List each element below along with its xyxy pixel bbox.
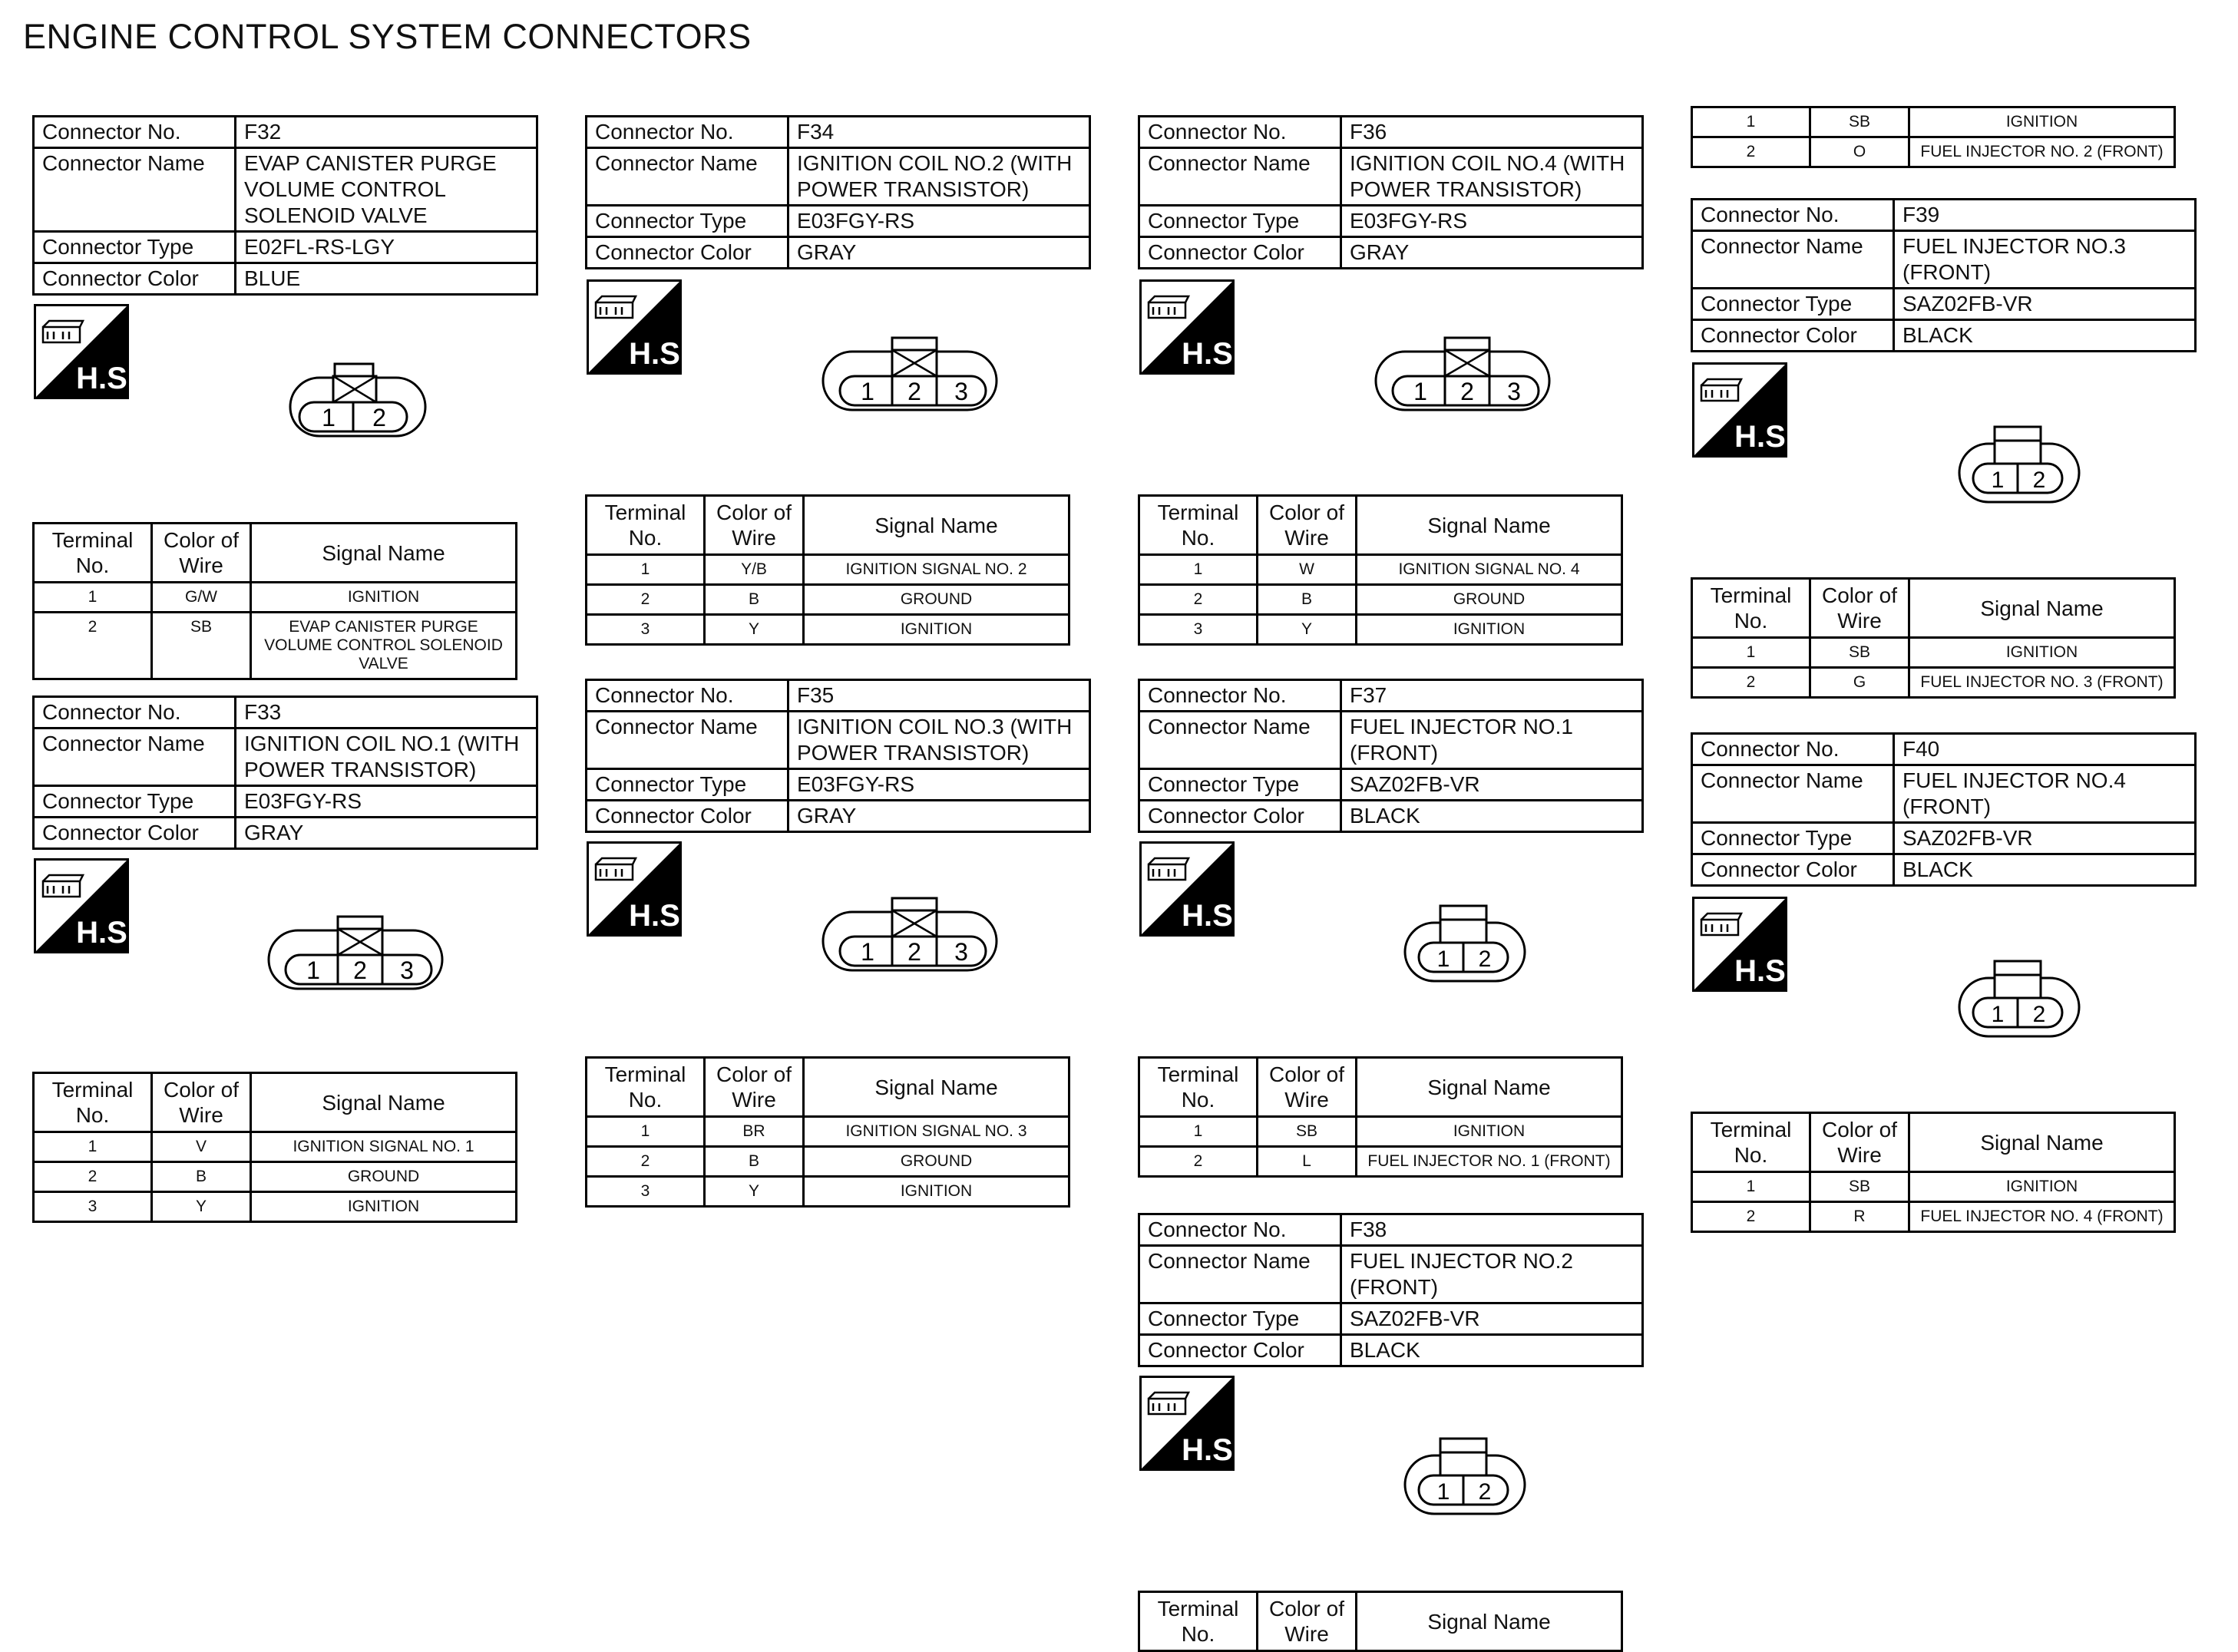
hs-label: H.S. <box>629 337 689 371</box>
connector-no-label: Connector No. <box>1692 734 1894 765</box>
terminal-cell: 2 <box>1139 1147 1258 1177</box>
pin-2: 2 <box>907 938 921 966</box>
terminal-cell: 1 <box>1139 555 1258 585</box>
connector-name-value: IGNITION COIL NO.2 (WITH POWER TRANSISTOR) <box>788 148 1090 206</box>
terminal-cell: 1 <box>587 555 705 585</box>
table-row <box>1692 107 2175 137</box>
signal-cell: IGNITION <box>1357 615 1622 645</box>
pin-1: 1 <box>1436 1479 1450 1505</box>
pin-3: 3 <box>954 378 968 405</box>
signal-cell: IGNITION <box>804 615 1069 645</box>
signal-cell: FUEL INJECTOR NO. 3 (FRONT) <box>1909 668 2175 698</box>
connector-type-label: Connector Type <box>1139 206 1341 237</box>
connector-color-label: Connector Color <box>1139 1335 1341 1366</box>
table-row <box>1139 555 1622 585</box>
signal-cell: FUEL INJECTOR NO. 1 (FRONT) <box>1357 1147 1622 1177</box>
signal-cell: IGNITION <box>1909 1172 2175 1202</box>
pin-1: 1 <box>306 957 320 984</box>
signal-name-header: Signal Name <box>1357 1058 1622 1117</box>
terminal-cell: 3 <box>1139 615 1258 645</box>
connector-face-2pin <box>1396 901 1534 1005</box>
connector-color-value: GRAY <box>788 801 1090 832</box>
terminal-cell: 3 <box>587 615 705 645</box>
terminal-cell: 2 <box>587 1147 705 1177</box>
hs-label: H.S. <box>629 899 689 933</box>
wire-cell: B <box>705 1147 804 1177</box>
pin-2: 2 <box>2032 1002 2046 1027</box>
terminal-no-header: Terminal No. <box>1692 1113 1810 1172</box>
hs-connector-icon <box>1139 1376 1241 1471</box>
connector-name-value: EVAP CANISTER PURGE VOLUME CONTROL SOLENOID VALVE <box>236 148 537 232</box>
connector-color-value: GRAY <box>236 818 537 849</box>
signal-name-header: Signal Name <box>804 496 1069 555</box>
connector-face-2pin <box>1396 1434 1534 1538</box>
hs-connector-icon <box>1139 279 1241 375</box>
connector-color-label: Connector Color <box>1692 320 1894 352</box>
connector-face-2pin <box>1950 422 2088 526</box>
connector-type-value: SAZ02FB-VR <box>1894 823 2196 854</box>
connector-no-value: F40 <box>1894 734 2196 765</box>
terminal-table-f34 <box>585 494 1070 646</box>
connector-name-label: Connector Name <box>1139 1246 1341 1303</box>
connector-no-label: Connector No. <box>1139 680 1341 712</box>
connector-type-value: E02FL-RS-LGY <box>236 232 537 263</box>
color-of-wire-header: Color of Wire <box>705 496 804 555</box>
connector-no-label: Connector No. <box>34 117 236 148</box>
table-row <box>1692 1202 2175 1232</box>
connector-color-label: Connector Color <box>587 801 788 832</box>
terminal-table-f39 <box>1691 577 2176 699</box>
color-of-wire-header: Color of Wire <box>1258 1058 1357 1117</box>
connector-no-value: F36 <box>1341 117 1643 148</box>
table-row <box>1692 1172 2175 1202</box>
connector-name-label: Connector Name <box>587 712 788 769</box>
pin-1: 1 <box>1991 468 2005 493</box>
connector-name-value: FUEL INJECTOR NO.4 (FRONT) <box>1894 765 2196 823</box>
connector-type-label: Connector Type <box>1139 1303 1341 1335</box>
connector-no-value: F33 <box>236 697 537 729</box>
terminal-cell: 1 <box>587 1117 705 1147</box>
terminal-cell: 2 <box>1692 1202 1810 1232</box>
signal-cell: IGNITION <box>1909 107 2175 137</box>
terminal-no-header: Terminal No. <box>34 1073 152 1132</box>
pin-1: 1 <box>1991 1002 2005 1027</box>
connector-type-label: Connector Type <box>587 769 788 801</box>
connector-name-value: FUEL INJECTOR NO.3 (FRONT) <box>1894 231 2196 289</box>
wire-cell: SB <box>1810 1172 1909 1202</box>
hs-connector-icon <box>34 304 136 399</box>
pin-2: 2 <box>907 378 921 405</box>
connector-color-label: Connector Color <box>1139 801 1341 832</box>
connector-no-value: F37 <box>1341 680 1643 712</box>
terminal-table-f33 <box>32 1072 517 1223</box>
connector-color-value: BLACK <box>1341 801 1643 832</box>
pin-2: 2 <box>1478 1479 1492 1505</box>
terminal-no-header: Terminal No. <box>587 496 705 555</box>
terminal-table-f38-header <box>1138 1591 1623 1652</box>
connector-no-label: Connector No. <box>1139 117 1341 148</box>
wire-cell: Y <box>1258 615 1357 645</box>
hs-label: H.S. <box>76 916 136 950</box>
table-row <box>34 613 517 679</box>
connector-no-label: Connector No. <box>1692 200 1894 231</box>
signal-cell: FUEL INJECTOR NO. 4 (FRONT) <box>1909 1202 2175 1232</box>
table-row <box>587 1177 1069 1207</box>
connector-face-3pin <box>269 912 445 1023</box>
hs-connector-icon <box>1692 897 1794 992</box>
terminal-table-f32 <box>32 522 517 680</box>
signal-cell: IGNITION SIGNAL NO. 4 <box>1357 555 1622 585</box>
color-of-wire-header: Color of Wire <box>152 1073 251 1132</box>
connector-color-value: BLACK <box>1894 854 2196 886</box>
table-row <box>34 1162 517 1192</box>
signal-cell: IGNITION <box>251 583 517 613</box>
terminal-cell: 2 <box>1692 668 1810 698</box>
wire-cell: G/W <box>152 583 251 613</box>
connector-name-label: Connector Name <box>1692 231 1894 289</box>
table-row <box>587 555 1069 585</box>
color-of-wire-header: Color of Wire <box>1810 1113 1909 1172</box>
connector-color-value: BLUE <box>236 263 537 295</box>
table-row <box>1692 638 2175 668</box>
connector-type-value: E03FGY-RS <box>1341 206 1643 237</box>
wire-cell: B <box>1258 585 1357 615</box>
table-row <box>1692 137 2175 167</box>
table-row <box>587 615 1069 645</box>
terminal-no-header: Terminal No. <box>1139 1592 1258 1651</box>
pin-1: 1 <box>322 404 336 431</box>
pin-1: 1 <box>1413 378 1427 405</box>
connector-no-label: Connector No. <box>587 117 788 148</box>
wire-cell: Y/B <box>705 555 804 585</box>
connector-type-value: E03FGY-RS <box>788 206 1090 237</box>
wire-cell: B <box>705 585 804 615</box>
hs-connector-icon <box>587 841 689 937</box>
terminal-cell: 3 <box>587 1177 705 1207</box>
pin-1: 1 <box>1436 947 1450 972</box>
connector-type-label: Connector Type <box>34 232 236 263</box>
table-row <box>34 1132 517 1162</box>
connector-face-3pin <box>1376 333 1552 444</box>
signal-cell: IGNITION <box>1909 638 2175 668</box>
connector-name-value: FUEL INJECTOR NO.1 (FRONT) <box>1341 712 1643 769</box>
wire-cell: G <box>1810 668 1909 698</box>
terminal-cell: 2 <box>34 1162 152 1192</box>
connector-type-label: Connector Type <box>1692 289 1894 320</box>
table-row <box>1139 1147 1622 1177</box>
terminal-cell: 1 <box>1692 638 1810 668</box>
wire-cell: Y <box>705 1177 804 1207</box>
table-row <box>1139 615 1622 645</box>
terminal-cell: 2 <box>34 613 152 679</box>
connector-f38-info <box>1138 1213 1644 1367</box>
pin-3: 3 <box>954 938 968 966</box>
table-row <box>34 1192 517 1222</box>
connector-type-label: Connector Type <box>1139 769 1341 801</box>
connector-color-label: Connector Color <box>34 263 236 295</box>
hs-connector-icon <box>587 279 689 375</box>
pin-1: 1 <box>861 378 874 405</box>
terminal-table-f38-continued <box>1691 106 2176 168</box>
terminal-no-header: Terminal No. <box>1139 1058 1258 1117</box>
hs-label: H.S. <box>1182 899 1241 933</box>
wire-cell: SB <box>1810 107 1909 137</box>
connector-type-label: Connector Type <box>34 786 236 818</box>
hs-label: H.S. <box>1182 1433 1241 1467</box>
connector-type-value: E03FGY-RS <box>236 786 537 818</box>
table-row <box>34 583 517 613</box>
signal-cell: GROUND <box>804 585 1069 615</box>
connector-type-label: Connector Type <box>587 206 788 237</box>
pin-1: 1 <box>861 938 874 966</box>
pin-2: 2 <box>1460 378 1474 405</box>
hs-connector-icon <box>34 858 136 953</box>
wire-cell: Y <box>705 615 804 645</box>
connector-type-value: SAZ02FB-VR <box>1894 289 2196 320</box>
terminal-no-header: Terminal No. <box>1139 496 1258 555</box>
signal-cell: IGNITION SIGNAL NO. 3 <box>804 1117 1069 1147</box>
connector-face-3pin <box>823 894 1000 1005</box>
pin-2: 2 <box>353 957 367 984</box>
connector-name-value: FUEL INJECTOR NO.2 (FRONT) <box>1341 1246 1643 1303</box>
wire-cell: SB <box>1258 1117 1357 1147</box>
signal-name-header: Signal Name <box>251 1073 517 1132</box>
table-row <box>1139 1117 1622 1147</box>
table-row <box>587 1117 1069 1147</box>
signal-name-header: Signal Name <box>1909 1113 2175 1172</box>
color-of-wire-header: Color of Wire <box>1258 496 1357 555</box>
connector-f40-info <box>1691 732 2197 887</box>
connector-type-value: SAZ02FB-VR <box>1341 1303 1643 1335</box>
pin-2: 2 <box>2032 468 2046 493</box>
connector-name-label: Connector Name <box>34 729 236 786</box>
terminal-cell: 2 <box>1692 137 1810 167</box>
connector-color-label: Connector Color <box>1139 237 1341 269</box>
connector-color-label: Connector Color <box>34 818 236 849</box>
connector-name-value: IGNITION COIL NO.4 (WITH POWER TRANSISTOR) <box>1341 148 1643 206</box>
terminal-cell: 1 <box>1692 1172 1810 1202</box>
connector-name-value: IGNITION COIL NO.1 (WITH POWER TRANSISTOR) <box>236 729 537 786</box>
connector-f32-info <box>32 115 538 296</box>
terminal-no-header: Terminal No. <box>1692 579 1810 638</box>
connector-type-value: SAZ02FB-VR <box>1341 769 1643 801</box>
terminal-cell: 1 <box>34 1132 152 1162</box>
color-of-wire-header: Color of Wire <box>705 1058 804 1117</box>
terminal-table-f35 <box>585 1056 1070 1208</box>
connector-name-label: Connector Name <box>34 148 236 232</box>
wire-cell: Y <box>152 1192 251 1222</box>
connector-f35-info <box>585 679 1091 833</box>
connector-no-label: Connector No. <box>587 680 788 712</box>
hs-label: H.S. <box>1182 337 1241 371</box>
connector-type-label: Connector Type <box>1692 823 1894 854</box>
connector-name-value: IGNITION COIL NO.3 (WITH POWER TRANSISTOR) <box>788 712 1090 769</box>
pin-3: 3 <box>1507 378 1521 405</box>
wire-cell: V <box>152 1132 251 1162</box>
connector-no-value: F39 <box>1894 200 2196 231</box>
connector-face-3pin <box>823 333 1000 444</box>
color-of-wire-header: Color of Wire <box>1810 579 1909 638</box>
connector-no-label: Connector No. <box>34 697 236 729</box>
connector-f33-info <box>32 695 538 850</box>
terminal-table-f40 <box>1691 1112 2176 1233</box>
wire-cell: W <box>1258 555 1357 585</box>
terminal-cell: 2 <box>587 585 705 615</box>
hs-label: H.S. <box>1734 420 1794 454</box>
signal-cell: IGNITION <box>804 1177 1069 1207</box>
terminal-cell: 1 <box>1692 107 1810 137</box>
signal-cell: IGNITION <box>251 1192 517 1222</box>
signal-cell: GROUND <box>1357 585 1622 615</box>
hs-connector-icon <box>1692 362 1794 458</box>
terminal-no-header: Terminal No. <box>34 524 152 583</box>
hs-label: H.S. <box>76 362 136 395</box>
table-row <box>587 1147 1069 1177</box>
signal-name-header: Signal Name <box>251 524 517 583</box>
terminal-cell: 3 <box>34 1192 152 1222</box>
connector-name-label: Connector Name <box>1139 712 1341 769</box>
connector-color-value: GRAY <box>1341 237 1643 269</box>
signal-cell: IGNITION <box>1357 1117 1622 1147</box>
hs-connector-icon <box>1139 841 1241 937</box>
signal-cell: IGNITION SIGNAL NO. 1 <box>251 1132 517 1162</box>
signal-cell: GROUND <box>251 1162 517 1192</box>
connector-no-value: F38 <box>1341 1214 1643 1246</box>
wire-cell: R <box>1810 1202 1909 1232</box>
connector-type-value: E03FGY-RS <box>788 769 1090 801</box>
terminal-cell: 1 <box>34 583 152 613</box>
color-of-wire-header: Color of Wire <box>152 524 251 583</box>
table-row <box>587 585 1069 615</box>
terminal-cell: 2 <box>1139 585 1258 615</box>
connector-no-value: F34 <box>788 117 1090 148</box>
connector-color-label: Connector Color <box>1692 854 1894 886</box>
signal-cell: IGNITION SIGNAL NO. 2 <box>804 555 1069 585</box>
table-row <box>1139 585 1622 615</box>
connector-no-value: F35 <box>788 680 1090 712</box>
connector-name-label: Connector Name <box>587 148 788 206</box>
wire-cell: L <box>1258 1147 1357 1177</box>
connector-face-2pin <box>281 356 435 468</box>
signal-name-header: Signal Name <box>804 1058 1069 1117</box>
page-title: ENGINE CONTROL SYSTEM CONNECTORS <box>23 17 752 56</box>
terminal-table-f37 <box>1138 1056 1623 1178</box>
connector-name-label: Connector Name <box>1139 148 1341 206</box>
connector-f36-info <box>1138 115 1644 269</box>
signal-cell: FUEL INJECTOR NO. 2 (FRONT) <box>1909 137 2175 167</box>
signal-cell: GROUND <box>804 1147 1069 1177</box>
wire-cell: SB <box>152 613 251 679</box>
pin-2: 2 <box>372 404 386 431</box>
wire-cell: BR <box>705 1117 804 1147</box>
signal-name-header: Signal Name <box>1357 496 1622 555</box>
connector-f39-info <box>1691 198 2197 352</box>
terminal-table-f36 <box>1138 494 1623 646</box>
connector-f34-info <box>585 115 1091 269</box>
connector-color-value: BLACK <box>1894 320 2196 352</box>
hs-label: H.S. <box>1734 954 1794 988</box>
color-of-wire-header: Color of Wire <box>1258 1592 1357 1651</box>
table-row <box>1692 668 2175 698</box>
connector-no-value: F32 <box>236 117 537 148</box>
wire-cell: O <box>1810 137 1909 167</box>
signal-name-header: Signal Name <box>1909 579 2175 638</box>
wire-cell: SB <box>1810 638 1909 668</box>
connector-no-label: Connector No. <box>1139 1214 1341 1246</box>
wire-cell: B <box>152 1162 251 1192</box>
connector-color-label: Connector Color <box>587 237 788 269</box>
connector-face-2pin <box>1950 957 2088 1060</box>
terminal-cell: 1 <box>1139 1117 1258 1147</box>
terminal-no-header: Terminal No. <box>587 1058 705 1117</box>
connector-color-value: GRAY <box>788 237 1090 269</box>
signal-cell: EVAP CANISTER PURGE VOLUME CONTROL SOLENOID VALVE <box>251 613 517 679</box>
connector-color-value: BLACK <box>1341 1335 1643 1366</box>
pin-2: 2 <box>1478 947 1492 972</box>
connector-name-label: Connector Name <box>1692 765 1894 823</box>
connector-f37-info <box>1138 679 1644 833</box>
signal-name-header: Signal Name <box>1357 1592 1622 1651</box>
pin-3: 3 <box>400 957 414 984</box>
